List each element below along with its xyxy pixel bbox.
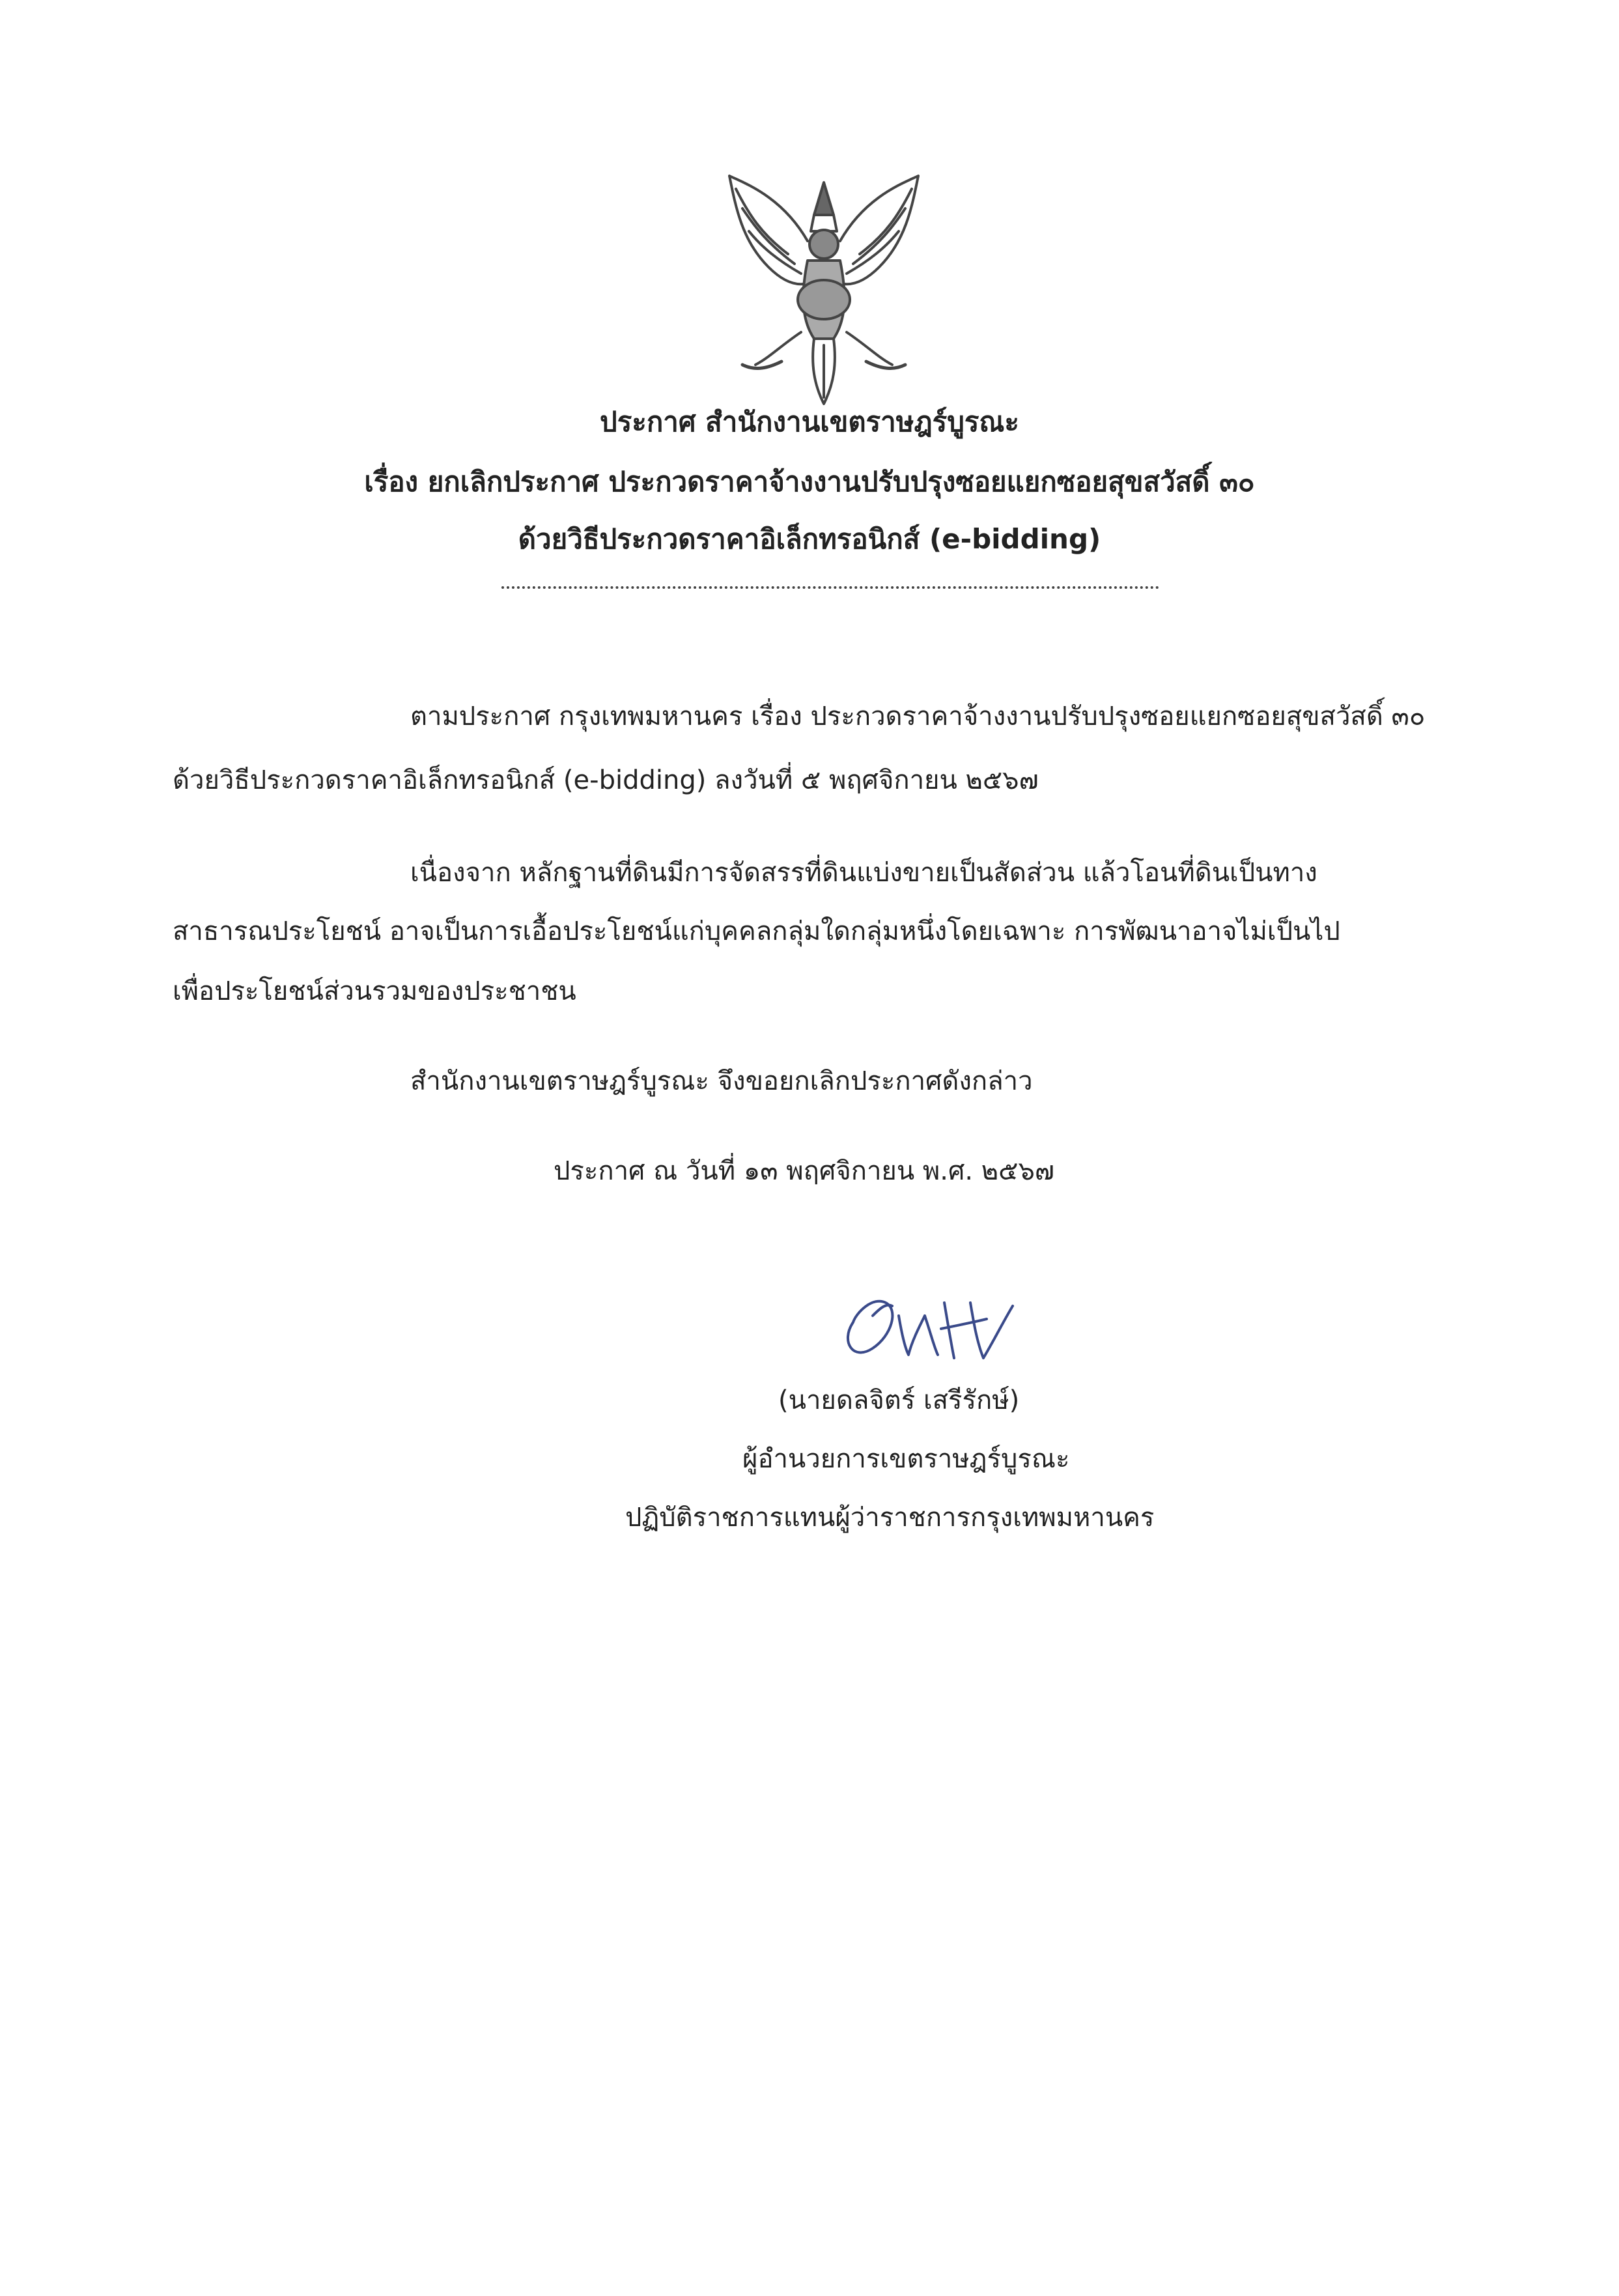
signatory-position: ผู้อำนวยการเขตราษฎร์บูรณะ: [742, 1444, 1070, 1474]
handwritten-signature-icon: [827, 1277, 1022, 1374]
announcement-date: ประกาศ ณ วันที่ ๑๓ พฤศจิกายน พ.ศ. ๒๕๖๗: [554, 1156, 1054, 1186]
paragraph-2-line-3: เพื่อประโยชน์ส่วนรวมของประชาชน: [173, 976, 576, 1006]
garuda-emblem-icon: [716, 169, 931, 410]
title-separator: [501, 586, 1159, 589]
paragraph-1-line-1: ตามประกาศ กรุงเทพมหานคร เรื่อง ประกวดราคาจ้างงานปรับปรุงซอยแยกซอยสุขสวัสดิ์ ๓๐: [410, 702, 1426, 731]
title-line-1: ประกาศ สำนักงานเขตราษฎร์บูรณะ: [600, 406, 1019, 438]
title-line-2: เรื่อง ยกเลิกประกาศ ประกวดราคาจ้างงานปรับปรุงซอยแยกซอยสุขสวัสดิ์ ๓๐: [364, 466, 1255, 498]
title-line-3: ด้วยวิธีประกวดราคาอิเล็กทรอนิกส์ (e-bidding): [518, 523, 1101, 555]
signatory-acting: ปฏิบัติราชการแทนผู้ว่าราชการกรุงเทพมหานคร: [625, 1503, 1155, 1533]
signatory-name: (นายดลจิตร์ เสรีรักษ์): [778, 1385, 1020, 1415]
paragraph-2-line-2: สาธารณประโยชน์ อาจเป็นการเอื้อประโยชน์แก่บุคคลกลุ่มใดกลุ่มหนึ่งโดยเฉพาะ การพัฒนาอาจไม่เป็นไป: [173, 916, 1340, 946]
paragraph-3: สำนักงานเขตราษฎร์บูรณะ จึงขอยกเลิกประกาศดังกล่าว: [410, 1066, 1033, 1096]
paragraph-2-line-1: เนื่องจาก หลักฐานที่ดินมีการจัดสรรที่ดินแบ่งขายเป็นสัดส่วน แล้วโอนที่ดินเป็นทาง: [410, 858, 1317, 888]
paragraph-1-line-2: ด้วยวิธีประกวดราคาอิเล็กทรอนิกส์ (e-bidding) ลงวันที่ ๕ พฤศจิกายน ๒๕๖๗: [173, 765, 1039, 795]
